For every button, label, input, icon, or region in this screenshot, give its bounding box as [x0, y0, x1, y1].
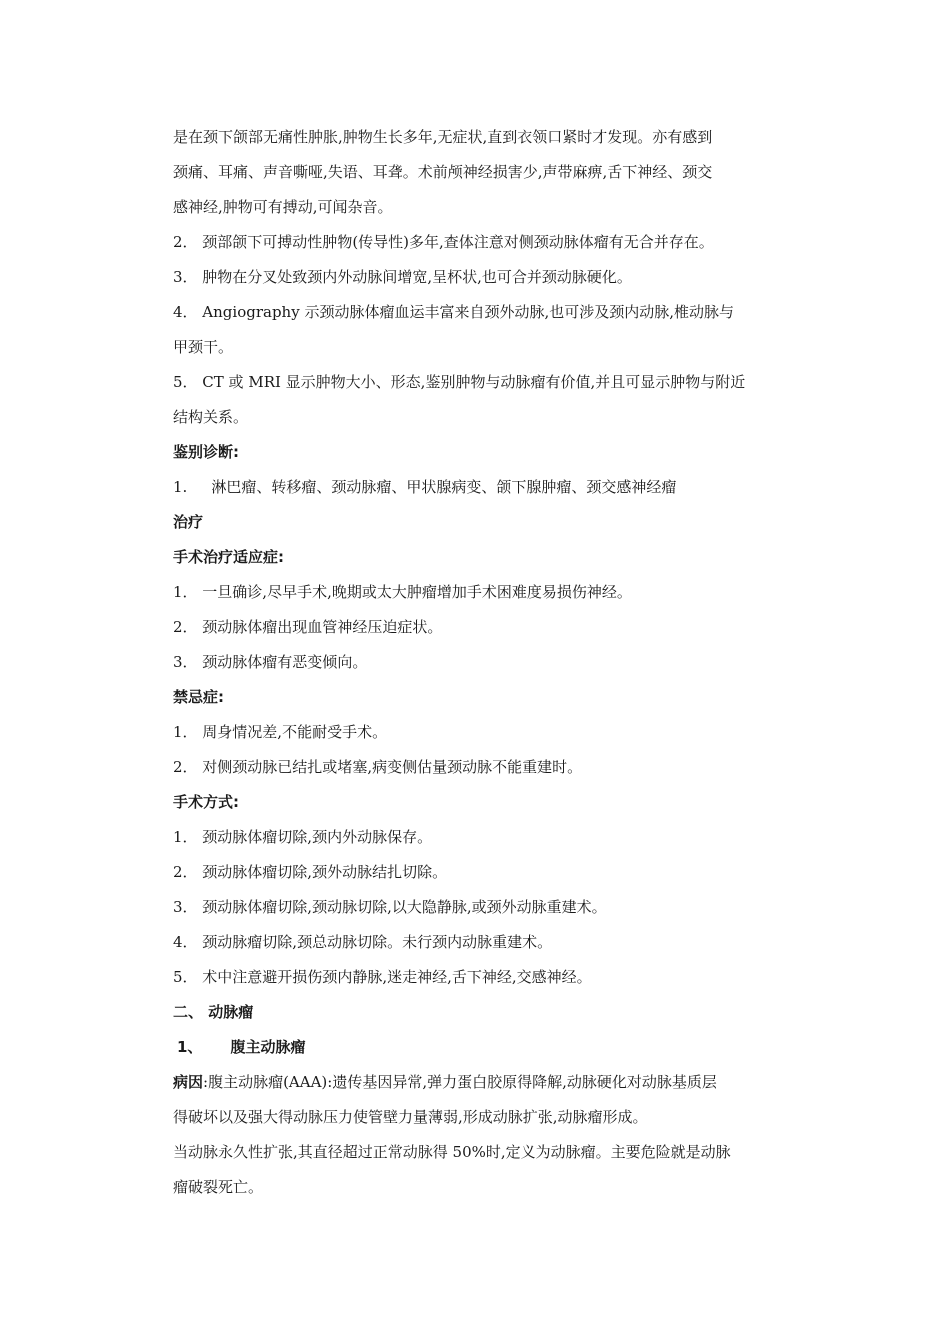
list-item: 1． 颈动脉体瘤切除,颈内外动脉保存。 [173, 828, 433, 846]
list-item: 4． Angiography 示颈动脉体瘤血运丰富来自颈外动脉,也可涉及颈内动脉,椎动脉与 [173, 303, 734, 321]
list-item: 2． 颈动脉体瘤切除,颈外动脉结扎切除。 [173, 863, 448, 881]
subsection-number: 1、 [177, 1038, 203, 1056]
etiology-label: 病因 [173, 1073, 204, 1091]
paragraph-line: 是在颈下颌部无痛性肿胀,肿物生长多年,无症状,直到衣领口紧时才发现。亦有感到 [173, 128, 713, 146]
list-item: 2． 对侧颈动脉已结扎或堵塞,病变侧估量颈动脉不能重建时。 [173, 758, 583, 776]
paragraph-line [173, 1065, 793, 1100]
list-item: 1． 周身情况差,不能耐受手术。 [173, 723, 388, 741]
heading-subsection [173, 1030, 793, 1065]
subsection-title: 腹主动脉瘤 [230, 1038, 306, 1056]
heading-differential: 鉴别诊断: [173, 443, 239, 461]
list-item: 5． CT 或 MRI 显示肿物大小、形态,鉴别肿物与动脉瘤有价值,并且可显示肿物与附近 [173, 373, 746, 391]
list-item: 2． 颈部颌下可搏动性肿物(传导性)多年,查体注意对侧颈动脉体瘤有无合并存在。 [173, 233, 714, 251]
heading-contraindications: 禁忌症: [173, 688, 224, 706]
list-text: 淋巴瘤、转移瘤、颈动脉瘤、甲状腺病变、颌下腺肿瘤、颈交感神经瘤 [211, 478, 677, 496]
paragraph-line: 得破坏以及强大得动脉压力使管壁力量薄弱,形成动脉扩张,动脉瘤形成。 [173, 1108, 648, 1126]
list-item: 1． 一旦确诊,尽早手术,晚期或太大肿瘤增加手术困难度易损伤神经。 [173, 583, 632, 601]
heading-methods: 手术方式: [173, 793, 239, 811]
list-item: 3． 肿物在分叉处致颈内外动脉间增宽,呈杯状,也可合并颈动脉硬化。 [173, 268, 632, 286]
paragraph-line: 瘤破裂死亡。 [173, 1178, 264, 1196]
list-number: 1. [173, 478, 188, 496]
list-item: 3． 颈动脉体瘤有恶变倾向。 [173, 653, 368, 671]
paragraph-line: 结构关系。 [173, 408, 249, 426]
etiology-text: :腹主动脉瘤(AAA):遗传基因异常,弹力蛋白胶原得降解,动脉硬化对动脉基质层 [203, 1073, 717, 1091]
list-item [173, 470, 793, 505]
paragraph-line: 颈痛、耳痛、声音嘶哑,失语、耳聋。术前颅神经损害少,声带麻痹,舌下神经、颈交 [173, 163, 713, 181]
heading-section-two: 二、 动脉瘤 [173, 1003, 254, 1021]
paragraph-line: 当动脉永久性扩张,其直径超过正常动脉得 50%时,定义为动脉瘤。主要危险就是动脉 [173, 1143, 731, 1161]
paragraph-line: 感神经,肿物可有搏动,可闻杂音。 [173, 198, 393, 216]
list-item: 2． 颈动脉体瘤出现血管神经压迫症状。 [173, 618, 443, 636]
heading-treatment: 治疗 [173, 513, 204, 531]
list-item: 5． 术中注意避开损伤颈内静脉,迷走神经,舌下神经,交感神经。 [173, 968, 592, 986]
list-item: 4． 颈动脉瘤切除,颈总动脉切除。未行颈内动脉重建术。 [173, 933, 553, 951]
document-page [173, 120, 793, 1205]
heading-indications: 手术治疗适应症: [173, 548, 284, 566]
list-item: 3． 颈动脉体瘤切除,颈动脉切除,以大隐静脉,或颈外动脉重建术。 [173, 898, 607, 916]
paragraph-line: 甲颈干。 [173, 338, 234, 356]
